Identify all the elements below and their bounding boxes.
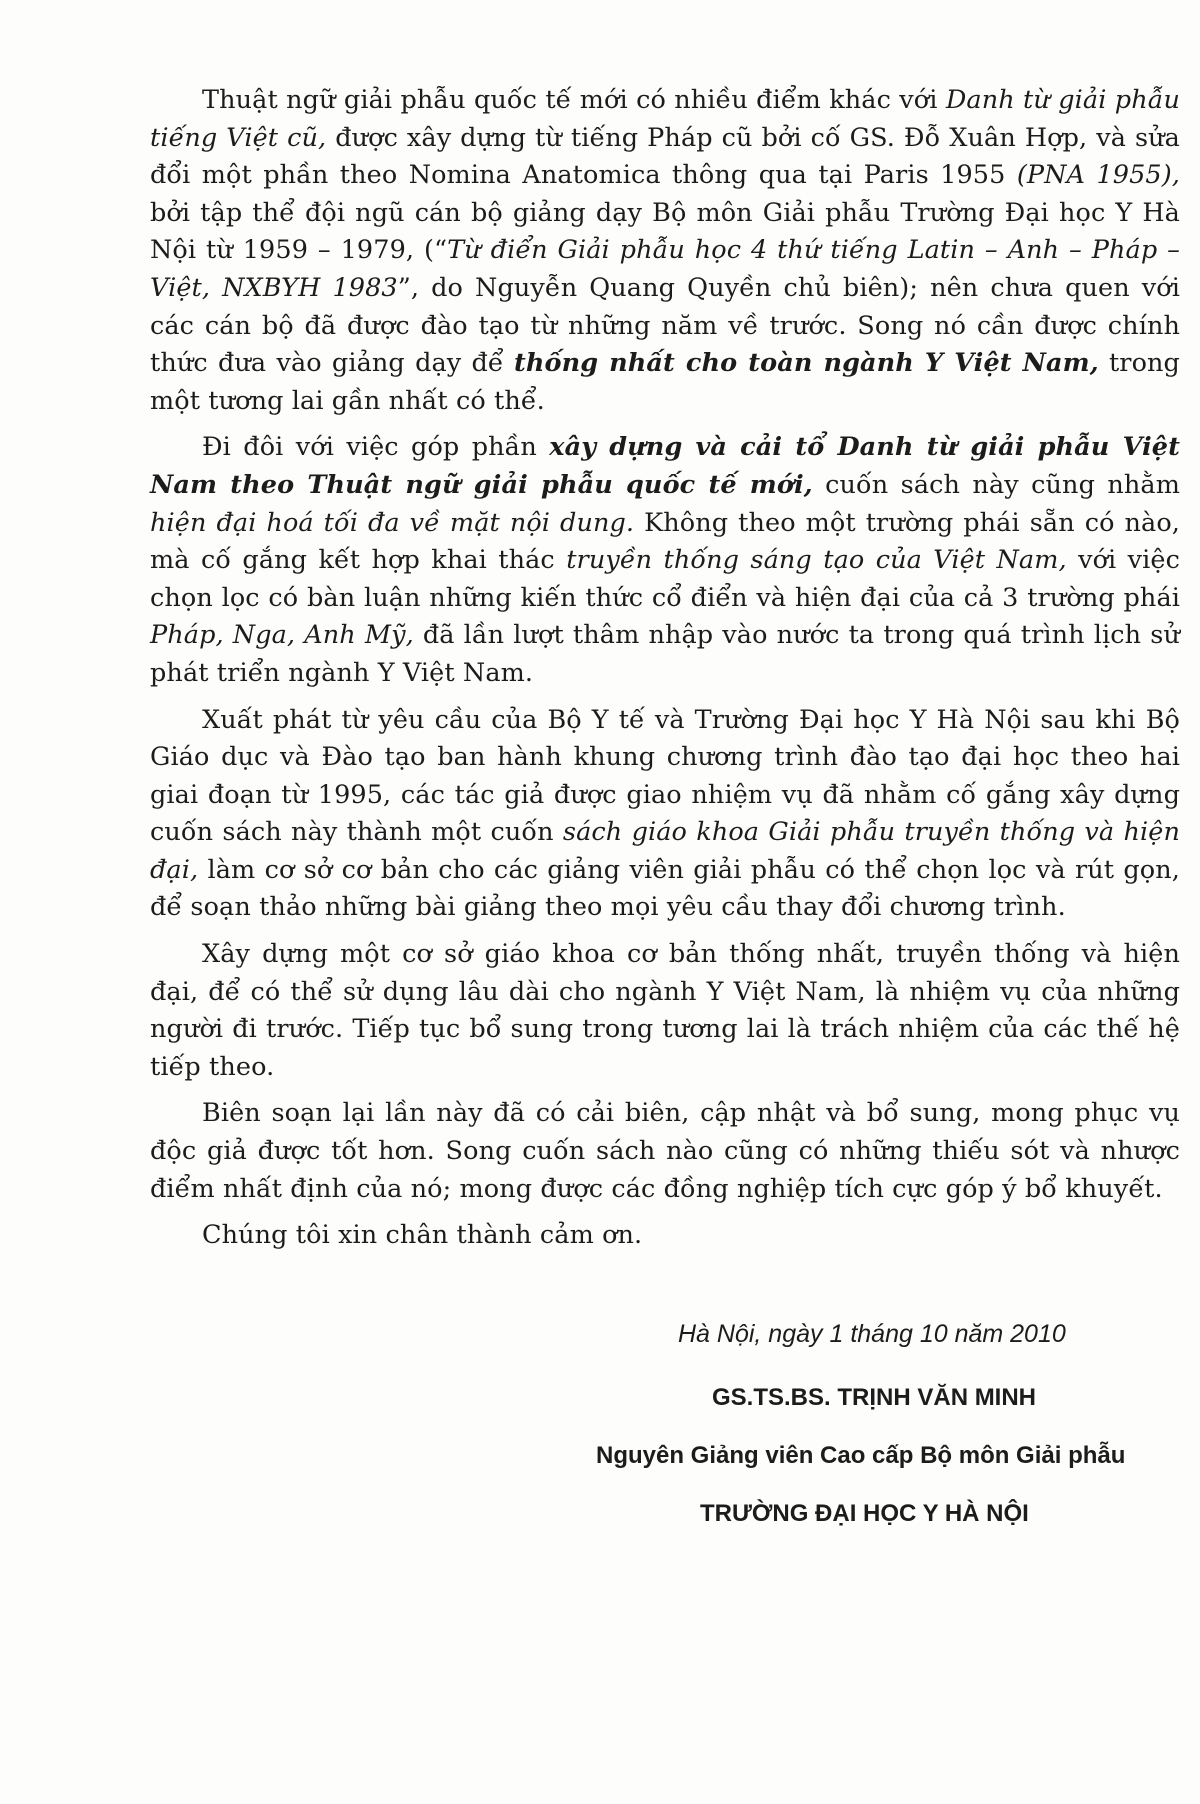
- p1-italic-b: Danh từ giải phẫu tiếng Việt cũ,: [150, 85, 1180, 153]
- p3-italic-b: sách giáo khoa Giải phẫu truyền thống và hiện đại,: [150, 817, 1180, 885]
- paragraph-3: [150, 702, 1180, 928]
- paragraph-1: [150, 82, 1180, 420]
- p2-bold-italic-b: xây dựng và cải tổ Danh từ giải phẫu Việt Nam theo Thuật ngữ giải phẫu quốc tế mới,: [150, 432, 1180, 500]
- signature-name: GS.TS.BS. TRỊNH VĂN MINH: [712, 1384, 1037, 1411]
- signature-role: Nguyên Giảng viên Cao cấp Bộ môn Giải phẫu: [596, 1442, 1126, 1469]
- p3-text-a: Xuất phát từ yêu cầu của Bộ Y tế và Trường Đại học Y Hà Nội sau khi Bộ Giáo dục và Đào tạo ban hành khung chương trình đào tạo đại học theo hai giai đoạn từ 1995, các tác giả được giao nhiệm vụ đã nhằm cố gắng xây dựng cuốn sách này thành một cuốn: [150, 704, 1180, 848]
- p2-text-e: Không theo một trường phái sẵn có nào, mà cố gắng kết hợp khai thác: [150, 507, 1180, 576]
- p1-italic-f: Từ điển Giải phẫu học 4 thứ tiếng Latin – Anh – Pháp – Việt, NXBYH 1983: [150, 235, 1180, 303]
- p3-text-c: làm cơ sở cơ bản cho các giảng viên giải phẫu có thể chọn lọc và rút gọn, để soạn thảo những bài giảng theo mọi yêu cầu thay đổi chương trình.: [150, 854, 1180, 923]
- p2-text-a: Đi đôi với việc góp phần: [202, 432, 550, 463]
- p2-italic-d: hiện đại hoá tối đa về mặt nội dung.: [150, 507, 635, 538]
- p1-text-g: ”, do Nguyễn Quang Quyền chủ biên); nên chưa quen với các cán bộ đã được đào tạo từ những năm về trước. Song nó cần được chính thức đưa vào giảng dạy để: [150, 272, 1180, 379]
- p2-text-g: với việc chọn lọc có bàn luận những kiến thức cổ điển và hiện đại của cả 3 trường phái: [150, 545, 1180, 613]
- p1-text-i: trong một tương lai gần nhất có thể.: [150, 348, 1180, 416]
- p2-italic-h: Pháp, Nga, Anh Mỹ,: [150, 620, 414, 651]
- paragraph-6: Chúng tôi xin chân thành cảm ơn.: [202, 1220, 643, 1251]
- signature-school: TRƯỜNG ĐẠI HỌC Y HÀ NỘI: [700, 1500, 1029, 1527]
- p2-text-c: cuốn sách này cũng nhằm: [812, 469, 1180, 500]
- p2-italic-f: truyền thống sáng tạo của Việt Nam,: [566, 545, 1067, 576]
- p1-text-c: được xây dựng từ tiếng Pháp cũ bởi cố GS. Đỗ Xuân Hợp, và sửa đổi một phần theo Nomina Anatomica thông qua tại Paris 1955: [150, 122, 1180, 191]
- p1-text-a: Thuật ngữ giải phẫu quốc tế mới có nhiều điểm khác với: [202, 85, 946, 115]
- p1-text-e: bởi tập thể đội ngũ cán bộ giảng dạy Bộ môn Giải phẫu Trường Đại học Y Hà Nội từ 1959 – 1979, (“: [150, 197, 1180, 266]
- preface-body: [150, 82, 1180, 1264]
- p1-bold-italic-h: thống nhất cho toàn ngành Y Việt Nam,: [513, 348, 1099, 379]
- p2-text-i: đã lần lượt thâm nhập vào nước ta trong quá trình lịch sử phát triển ngành Y Việt Nam.: [150, 620, 1180, 688]
- signature-date: Hà Nội, ngày 1 tháng 10 năm 2010: [678, 1320, 1066, 1348]
- paragraph-4: Xây dựng một cơ sở giáo khoa cơ bản thống nhất, truyền thống và hiện đại, để có thể sử dụng lâu dài cho ngành Y Việt Nam, là nhiệm vụ của những người đi trước. Tiếp tục bổ sung trong tương lai là trách nhiệm của các thế hệ tiếp theo.: [150, 939, 1180, 1082]
- paragraph-2: [150, 429, 1180, 692]
- p1-italic-d: (PNA 1955),: [1016, 160, 1180, 191]
- paragraph-5: Biên soạn lại lần này đã có cải biên, cập nhật và bổ sung, mong phục vụ độc giả được tốt hơn. Song cuốn sách nào cũng có những thiếu sót và nhược điểm nhất định của nó; mong được các đồng nghiệp tích cực góp ý bổ khuyết.: [150, 1098, 1180, 1204]
